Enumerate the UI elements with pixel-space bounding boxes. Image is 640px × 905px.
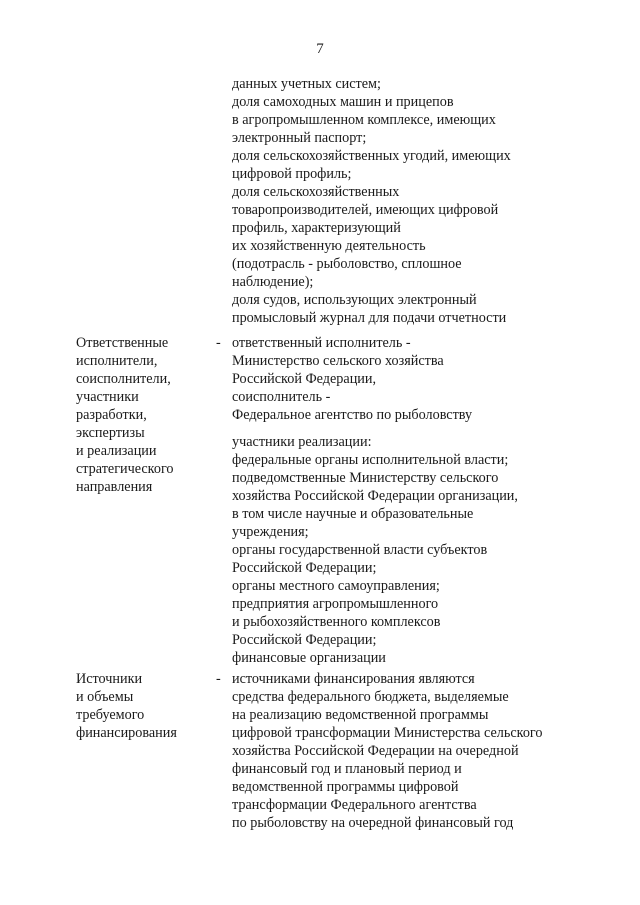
- text-line: (подотрасль - рыболовство, сплошное: [232, 256, 462, 272]
- indicators-continuation: [232, 75, 592, 327]
- label-line: финансирования: [76, 725, 177, 741]
- financing-text: [232, 670, 592, 832]
- executors-text: [232, 334, 592, 424]
- text-line: промысловый журнал для подачи отчетности: [232, 310, 507, 326]
- label-line: разработки,: [76, 407, 147, 423]
- label-line: Ответственные: [76, 335, 169, 351]
- text-line: в агропромышленном комплексе, имеющих: [232, 112, 496, 128]
- text-line: доля сельскохозяйственных: [232, 184, 400, 200]
- text-line: участники реализации:: [232, 434, 372, 450]
- text-line: финансовые организации: [232, 650, 386, 666]
- text-line: предприятия агропромышленного: [232, 596, 439, 612]
- text-line: соисполнитель -: [232, 389, 331, 405]
- text-line: цифровой профиль;: [232, 166, 352, 182]
- participants-text: [232, 433, 592, 667]
- text-line: и рыбохозяйственного комплексов: [232, 614, 441, 630]
- text-line: ведомственной программы цифровой: [232, 779, 459, 795]
- text-line: Федеральное агентство по рыболовству: [232, 407, 473, 423]
- text-line: хозяйства Российской Федерации организации,: [232, 488, 518, 504]
- text-line: подведомственные Министерству сельского: [232, 470, 499, 486]
- text-line: доля судов, использующих электронный: [232, 292, 477, 308]
- financing-dash: -: [216, 671, 221, 687]
- text-line: органы государственной власти субъектов: [232, 542, 488, 558]
- text-line: электронный паспорт;: [232, 130, 367, 146]
- text-line: на реализацию ведомственной программы: [232, 707, 489, 723]
- text-line: Министерство сельского хозяйства: [232, 353, 444, 369]
- page-number: 7: [316, 41, 324, 57]
- text-line: финансовый год и плановый период и: [232, 761, 462, 777]
- text-line: учреждения;: [232, 524, 309, 540]
- executors-dash: -: [216, 335, 221, 351]
- text-line: органы местного самоуправления;: [232, 578, 440, 594]
- text-line: федеральные органы исполнительной власти;: [232, 452, 509, 468]
- label-line: и реализации: [76, 443, 157, 459]
- label-line: экспертизы: [76, 425, 145, 441]
- label-line: требуемого: [76, 707, 145, 723]
- label-line: направления: [76, 479, 153, 495]
- text-line: источниками финансирования являются: [232, 671, 475, 687]
- label-line: соисполнители,: [76, 371, 171, 387]
- text-line: трансформации Федерального агентства: [232, 797, 477, 813]
- text-line: наблюдение);: [232, 274, 314, 290]
- text-line: Российской Федерации;: [232, 560, 377, 576]
- text-line: средства федерального бюджета, выделяемые: [232, 689, 509, 705]
- text-line: их хозяйственную деятельность: [232, 238, 426, 254]
- label-line: и объемы: [76, 689, 134, 705]
- text-line: доля самоходных машин и прицепов: [232, 94, 454, 110]
- text-line: цифровой трансформации Министерства сельского: [232, 725, 543, 741]
- text-line: данных учетных систем;: [232, 76, 381, 92]
- text-line: в том числе научные и образовательные: [232, 506, 474, 522]
- label-line: стратегического: [76, 461, 174, 477]
- text-line: профиль, характеризующий: [232, 220, 401, 236]
- label-line: Источники: [76, 671, 143, 687]
- financing-label: [76, 670, 216, 742]
- executors-label: [76, 334, 216, 496]
- text-line: Российской Федерации;: [232, 632, 377, 648]
- text-line: товаропроизводителей, имеющих цифровой: [232, 202, 499, 218]
- text-line: Российской Федерации,: [232, 371, 377, 387]
- text-line: по рыболовству на очередной финансовый год: [232, 815, 514, 831]
- text-line: доля сельскохозяйственных угодий, имеющих: [232, 148, 511, 164]
- text-line: ответственный исполнитель -: [232, 335, 411, 351]
- label-line: исполнители,: [76, 353, 158, 369]
- label-line: участники: [76, 389, 139, 405]
- text-line: хозяйства Российской Федерации на очередной: [232, 743, 519, 759]
